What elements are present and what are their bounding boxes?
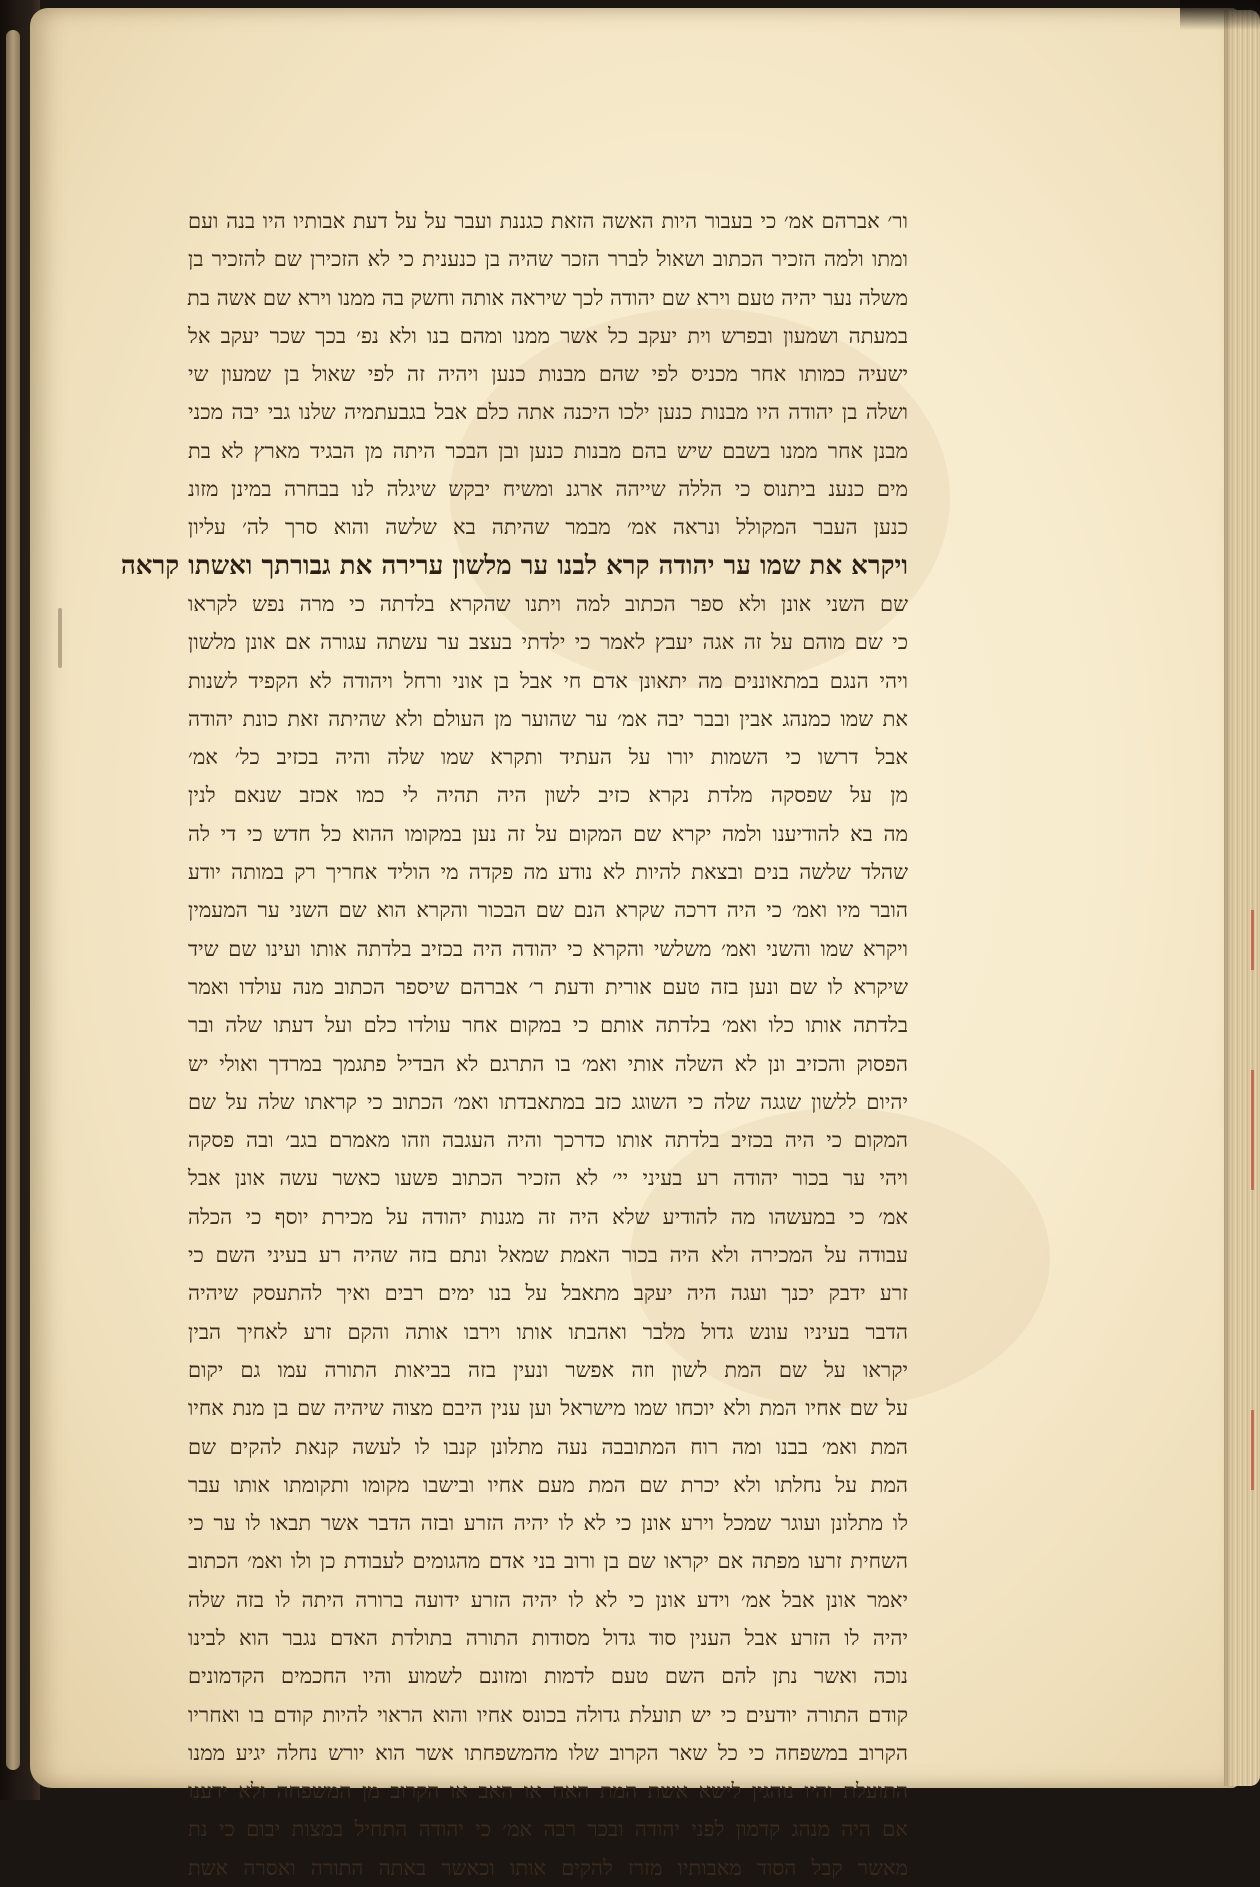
text-line: כי שם מוהם על זה אגה יעבץ לאמר כי ילדתי בעצב ער עשתה עגורה אם אונן מלשון [188, 630, 908, 655]
text-line: שהלד שלשה בנים ובצאת להיות לא נודע מה פקדה מי הוליד אחריך רק במותה יודע [188, 860, 908, 885]
sewing-mark [58, 608, 62, 668]
text-line: במעתה ושמעון ובפרש וית יעקב כל אשר ממנו ומהם בנו ולא נפ׳ בכך שכר יעקב אל [188, 323, 908, 348]
text-line-lemma: ויקרא את שמו ער יהודה קרא לבנו ער מלשון ערירה את גבורתך ואשתו קראה [120, 550, 908, 581]
text-line: ישעיה כמותו אחר מכניס לפי שהם מבנות כנען ויהיה זה לפי שאול בן שמעון שי [188, 362, 908, 387]
text-line: השחית זרעו מפתה אם יקראו שם בן ורוב בני אדם מהגומים לעבודת כן ולו ואמ׳ הכתוב [188, 1549, 908, 1574]
text-line: אבל דרשו כי השמות יורו על העתיד ותקרא שמו שלה והיה בכזיב כל׳ אמ׳ [188, 745, 908, 770]
red-edge-mark [1251, 910, 1254, 970]
text-line: בלדתה אותו כלו ואמ׳ בלדתה אותם כי במקום אחר עולדו כלם ועל דעתו שלה ובר [188, 1013, 908, 1038]
text-line: יהיום ללשון שגגה שלה כי השוגג כזב במתאבדתו ואמ׳ הכתוב כי קראתו שלה על שם [188, 1089, 908, 1114]
text-line: אמ׳ כי במעשהו מה להודיע שלא היה זה מגנות יהודה על מכירת יוסף כי הכלה [188, 1204, 908, 1229]
text-line: זרע ידבק יכנך ועגה היה יעקב מתאבל על בנו ימים רבים ואיך להתעסק שיהיה [188, 1281, 908, 1306]
text-line: מבנן אחר ממנו בשבם שיש בהם מבנות כנען ובן הבכר היתה מן הבגיד מארץ לא בת [188, 438, 908, 463]
text-line: יהיה לו הזרע אבל הענין סוד גדול מסודות התורה בתולדת האדם נגבר הוא לבינו [188, 1625, 908, 1650]
text-line: יקראו על שם המת לשון וזה אפשר ונעין בזה בביאות התורה עמו גם יקום [188, 1357, 908, 1382]
board-edge [6, 30, 20, 1770]
text-line: לו מתלונן ועוגר שמכל וירע אונן כי לא לו יהיה הזרע ובזה הדבר אשר תבאו לו ער כי [188, 1511, 908, 1536]
text-line: על שם אחיו המת ולא יוכחו שמו מישראל וען ענין היבם מצוה שיהיה שם בן מנת אחיו [188, 1396, 908, 1421]
text-line: ויקרא שמו והשני ואמ׳ משלשי והקרא כי יהודה היה בכזיב בלדתה אותו ועינו שם שיד [188, 936, 908, 961]
text-line: המקום כי היה בכזיב בלדתה אותו כדרכך והיה העגבה וזהו מאמרם בגב׳ ובה פסקה [188, 1128, 908, 1153]
text-line: ויהי הנגם במתאוננים מה יתאונן אדם חי אבל בן אוני ורחל ויהודה לא הקפיד לשנות [188, 668, 908, 693]
red-edge-mark [1251, 1410, 1254, 1490]
text-line: ומתו ולמה הזכיר הכתוב ושאול לברר הזכר שהיה בן כנענית כי לא הזכירן שם להזכיר בן [188, 247, 908, 272]
text-line: המת ואמ׳ בבנו ומה רוח המתובבה נעה מתלונן קנבו לו לעשה קנאת להקים שם [188, 1434, 908, 1459]
text-line: נוכה ואשר נתן להם השם טעם לדמות ומזונם לשמוע והיו החכמים הקדמונים [188, 1664, 908, 1689]
text-line: יאמר אונן אבל אמ׳ וידע אונן כי לא לו יהיה הזרע ידועה ברורה היתה לו בזה שלה [188, 1587, 908, 1612]
text-line: עבודה על המכירה ולא היה בכור האמת שמאל ונתם בזה שהיה רע בעיני השם כי [188, 1243, 908, 1268]
text-line: מן על שפסקה מלדת נקרא כזיב לשון היה תהיה לי כמו אכזב שנאם לנין [188, 783, 908, 808]
text-line: הקרוב במשפחה כי כל שאר הקרוב שלו מהמשפחתו אשר הוא יורש נחלה יגיע ממנו [188, 1740, 908, 1765]
text-line: את שמו כמנהג אבין ובבר יבה אמ׳ ער שהוער מן העולם ולא שהיתה זאת כונת יהודה [188, 706, 908, 731]
hebrew-text-block [120, 202, 908, 1887]
text-line: ושלה בן יהודה היו מבנות כנען ילכו היכנה אתה כלם אבל בגבעתמיה שלנו גבי יבה מכני [188, 400, 908, 425]
corner-shadow [1180, 0, 1260, 30]
text-line: מה בא להודיענו ולמה יקרא שם המקום על זה נען במקומו ההוא כל חדש כי די לה [188, 821, 908, 846]
text-line: הובר מיו ואמ׳ כי היה דרכה שקרא הנם שם הבכור והקרא הוא שם השני ער המעמין [188, 898, 908, 923]
text-line: הדבר בעיניו עונש גדול מלבר ואהבתו אותו וירבו אותה והקם זרע לאחיך הבין [188, 1319, 908, 1344]
text-line: המת על נחלתו ולא יכרת שם המת מעם אחיו ובישבו מקומו ותקומתו אותו עבר [188, 1472, 908, 1497]
red-edge-mark [1251, 1070, 1254, 1190]
text-line: שיקרא לו שם ונען בזה טעם אורית ודעת ר׳ אברהם שיספר הכתוב מנה עולדו ואמר [188, 974, 908, 999]
text-line: הפסוק והכזיב ונן לא השלה אותי ואמ׳ בו התרגם לא הבדיל פתגמך במרדך ואולי יש [188, 1051, 908, 1076]
text-line: אם היה מנהג קדמון לפני יהודה ובכר רבה אמ׳ כי יהודה התחיל במצות יבום כי נת [188, 1817, 908, 1842]
text-line: משלה נער יהיה טעם וירא שם יהודה לכך שיראה אותה וחשק בה ממנו וירא שם אשה בת [187, 285, 908, 310]
text-line: ור׳ אברהם אמ׳ כי בעבור היות האשה הזאת כגננת ועבר על על דעת אבותיו היו בנה ועם [188, 209, 908, 233]
page-edges [1224, 10, 1260, 1786]
text-line: ויהי ער בכור יהודה רע בעיני יי׳ לא הזכיר הכתוב פשעו כאשר עשה אונן אבל [188, 1166, 908, 1191]
text-line: כנען העבר המקולל ונראה אמ׳ מבמר שהיתה בא שלשה והוא סרך לה׳ עליון [188, 515, 908, 540]
text-line: התועלת והיו נוהגין לישא אשת המת האח או האב או הקרוב מן המשפחה ולא ידענו [188, 1779, 908, 1804]
text-line: קודם התורה יודעים כי יש תועלת גדולה בכונס אחיו והוא הראוי להיות קודם בו ואחריו [188, 1702, 908, 1727]
text-line: מאשר קבל הסוד מאבותיו מזרז להקים אותו וכאשר באתה התורה ואסרה אשת [188, 1855, 908, 1880]
text-line: מים כנענ ביתנוס כי הללה שייהה ארגנ ומשיח יבקש שיגלה לנו בבחרה במינן מזונ [188, 477, 908, 502]
text-line: שם השני אונן ולא ספר הכתוב למה ויתנו שהקרא בלדתה כי מרה נפש לקראו [188, 591, 908, 616]
